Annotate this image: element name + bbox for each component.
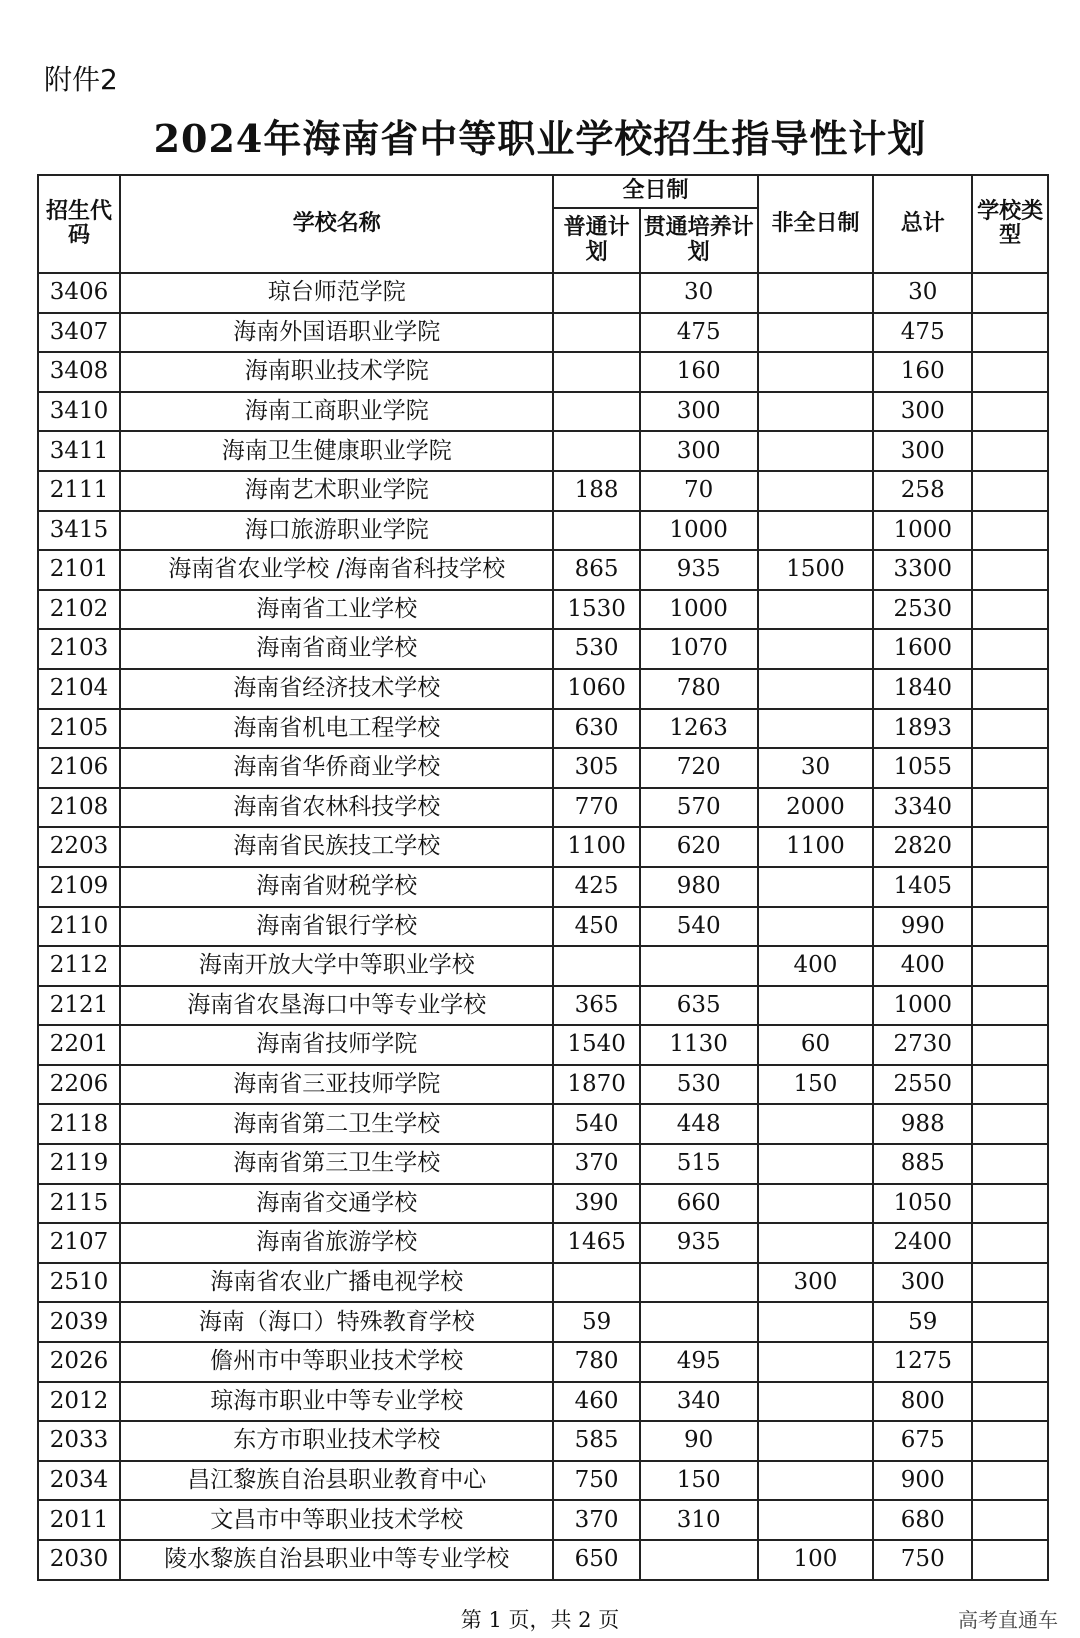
table-row — [38, 1382, 1048, 1422]
cell-school-type — [972, 352, 1048, 392]
cell-through-plan: 1263 — [640, 709, 758, 749]
table-row — [38, 669, 1048, 709]
table-row — [38, 392, 1048, 432]
cell-code: 2105 — [38, 709, 120, 749]
cell-school-name: 海南省经济技术学校 — [120, 669, 553, 709]
cell-through-plan — [640, 946, 758, 986]
cell-school-name: 东方市职业技术学校 — [120, 1421, 553, 1461]
cell-part-time — [758, 313, 874, 353]
cell-regular-plan — [553, 273, 639, 313]
cell-school-name: 海南艺术职业学院 — [120, 471, 553, 511]
cell-school-name: 海南省农垦海口中等专业学校 — [120, 986, 553, 1026]
table-row — [38, 352, 1048, 392]
cell-school-type — [972, 788, 1048, 828]
cell-through-plan: 310 — [640, 1500, 758, 1540]
cell-school-name: 海南省财税学校 — [120, 867, 553, 907]
cell-total: 300 — [873, 431, 972, 471]
table-row — [38, 1342, 1048, 1382]
cell-school-type — [972, 471, 1048, 511]
cell-part-time — [758, 629, 874, 669]
cell-total: 475 — [873, 313, 972, 353]
table-row — [38, 1144, 1048, 1184]
cell-school-name: 海南省农业学校 /海南省科技学校 — [120, 550, 553, 590]
cell-total: 990 — [873, 907, 972, 947]
cell-regular-plan: 450 — [553, 907, 639, 947]
table-row — [38, 946, 1048, 986]
header-through-plan: 贯通培养计划 — [640, 208, 758, 273]
cell-school-name: 海南省机电工程学校 — [120, 709, 553, 749]
cell-code: 2101 — [38, 550, 120, 590]
cell-school-type — [972, 511, 1048, 551]
cell-code: 2201 — [38, 1025, 120, 1065]
cell-code: 2102 — [38, 590, 120, 630]
cell-regular-plan: 780 — [553, 1342, 639, 1382]
cell-through-plan: 540 — [640, 907, 758, 947]
table-row — [38, 1065, 1048, 1105]
cell-through-plan: 1000 — [640, 511, 758, 551]
cell-regular-plan: 530 — [553, 629, 639, 669]
cell-code: 2011 — [38, 1500, 120, 1540]
table-row — [38, 709, 1048, 749]
cell-part-time — [758, 1382, 874, 1422]
header-regular-plan: 普通计划 — [553, 208, 639, 273]
table-row — [38, 550, 1048, 590]
cell-through-plan: 1070 — [640, 629, 758, 669]
cell-school-name: 海南卫生健康职业学院 — [120, 431, 553, 471]
table-row — [38, 1540, 1048, 1580]
cell-total: 750 — [873, 1540, 972, 1580]
cell-school-type — [972, 1144, 1048, 1184]
cell-school-name: 海南省农业广播电视学校 — [120, 1263, 553, 1303]
cell-code: 2030 — [38, 1540, 120, 1580]
cell-part-time — [758, 669, 874, 709]
cell-part-time — [758, 1461, 874, 1501]
cell-school-type — [972, 629, 1048, 669]
cell-school-type — [972, 709, 1048, 749]
table-row — [38, 1263, 1048, 1303]
table-row — [38, 590, 1048, 630]
cell-part-time — [758, 1342, 874, 1382]
cell-through-plan — [640, 1540, 758, 1580]
cell-part-time — [758, 867, 874, 907]
cell-code: 3408 — [38, 352, 120, 392]
cell-regular-plan — [553, 946, 639, 986]
cell-regular-plan — [553, 511, 639, 551]
cell-regular-plan: 750 — [553, 1461, 639, 1501]
cell-school-type — [972, 986, 1048, 1026]
header-total: 总计 — [873, 175, 972, 273]
cell-regular-plan: 630 — [553, 709, 639, 749]
cell-regular-plan: 1870 — [553, 1065, 639, 1105]
cell-school-type — [972, 1382, 1048, 1422]
cell-regular-plan: 1465 — [553, 1223, 639, 1263]
cell-code: 2112 — [38, 946, 120, 986]
cell-school-name: 海南省华侨商业学校 — [120, 748, 553, 788]
cell-total: 1000 — [873, 986, 972, 1026]
cell-school-type — [972, 946, 1048, 986]
cell-through-plan — [640, 1302, 758, 1342]
cell-school-type — [972, 273, 1048, 313]
cell-regular-plan — [553, 313, 639, 353]
cell-regular-plan: 770 — [553, 788, 639, 828]
cell-school-name: 海南省交通学校 — [120, 1184, 553, 1224]
table-row — [38, 431, 1048, 471]
page-title: 2024年海南省中等职业学校招生指导性计划 — [153, 116, 927, 161]
cell-part-time: 60 — [758, 1025, 874, 1065]
table-row — [38, 511, 1048, 551]
cell-through-plan: 620 — [640, 827, 758, 867]
cell-part-time: 1500 — [758, 550, 874, 590]
cell-part-time — [758, 1500, 874, 1540]
cell-total: 30 — [873, 273, 972, 313]
table-row — [38, 313, 1048, 353]
cell-regular-plan: 365 — [553, 986, 639, 1026]
cell-regular-plan — [553, 1263, 639, 1303]
header-code: 招生代码 — [38, 175, 120, 273]
cell-through-plan: 660 — [640, 1184, 758, 1224]
cell-part-time — [758, 907, 874, 947]
cell-total: 2550 — [873, 1065, 972, 1105]
cell-total: 675 — [873, 1421, 972, 1461]
cell-school-type — [972, 1065, 1048, 1105]
cell-school-type — [972, 550, 1048, 590]
cell-code: 2111 — [38, 471, 120, 511]
enrollment-plan-table — [37, 174, 1049, 1581]
cell-part-time — [758, 273, 874, 313]
cell-through-plan: 1000 — [640, 590, 758, 630]
attachment-label: 附件2 — [44, 63, 118, 96]
cell-code: 2118 — [38, 1104, 120, 1144]
header-school-name: 学校名称 — [120, 175, 553, 273]
cell-code: 2109 — [38, 867, 120, 907]
cell-school-name: 琼海市职业中等专业学校 — [120, 1382, 553, 1422]
cell-regular-plan — [553, 352, 639, 392]
cell-total: 2820 — [873, 827, 972, 867]
cell-regular-plan: 460 — [553, 1382, 639, 1422]
cell-total: 3340 — [873, 788, 972, 828]
table-row — [38, 986, 1048, 1026]
cell-school-type — [972, 1500, 1048, 1540]
cell-code: 2203 — [38, 827, 120, 867]
cell-regular-plan: 390 — [553, 1184, 639, 1224]
cell-through-plan: 300 — [640, 431, 758, 471]
cell-school-name: 海南省银行学校 — [120, 907, 553, 947]
cell-school-type — [972, 1342, 1048, 1382]
cell-total: 2730 — [873, 1025, 972, 1065]
cell-part-time: 2000 — [758, 788, 874, 828]
cell-school-type — [972, 1461, 1048, 1501]
cell-total: 258 — [873, 471, 972, 511]
header-part-time: 非全日制 — [758, 175, 874, 273]
table-row — [38, 1025, 1048, 1065]
cell-part-time: 1100 — [758, 827, 874, 867]
cell-regular-plan — [553, 431, 639, 471]
table-row — [38, 748, 1048, 788]
cell-code: 2104 — [38, 669, 120, 709]
cell-code: 3406 — [38, 273, 120, 313]
cell-total: 400 — [873, 946, 972, 986]
cell-regular-plan: 425 — [553, 867, 639, 907]
page-number: 第 1 页，共 2 页 — [460, 1608, 620, 1632]
cell-part-time — [758, 392, 874, 432]
cell-total: 988 — [873, 1104, 972, 1144]
table-row — [38, 1223, 1048, 1263]
cell-part-time — [758, 1223, 874, 1263]
cell-school-type — [972, 669, 1048, 709]
cell-part-time — [758, 471, 874, 511]
cell-part-time: 400 — [758, 946, 874, 986]
cell-school-name: 海南省第三卫生学校 — [120, 1144, 553, 1184]
cell-part-time — [758, 1184, 874, 1224]
cell-through-plan: 70 — [640, 471, 758, 511]
cell-school-type — [972, 313, 1048, 353]
cell-school-name: 昌江黎族自治县职业教育中心 — [120, 1461, 553, 1501]
cell-part-time — [758, 1302, 874, 1342]
cell-regular-plan: 585 — [553, 1421, 639, 1461]
cell-school-type — [972, 1263, 1048, 1303]
table-row — [38, 827, 1048, 867]
cell-code: 2012 — [38, 1382, 120, 1422]
cell-code: 3410 — [38, 392, 120, 432]
cell-part-time — [758, 590, 874, 630]
cell-code: 2103 — [38, 629, 120, 669]
cell-code: 3407 — [38, 313, 120, 353]
table-row — [38, 867, 1048, 907]
cell-total: 1840 — [873, 669, 972, 709]
cell-regular-plan: 540 — [553, 1104, 639, 1144]
cell-part-time — [758, 352, 874, 392]
cell-school-type — [972, 392, 1048, 432]
table-row — [38, 471, 1048, 511]
cell-school-type — [972, 1302, 1048, 1342]
cell-through-plan: 935 — [640, 550, 758, 590]
cell-school-name: 海南（海口）特殊教育学校 — [120, 1302, 553, 1342]
cell-school-type — [972, 748, 1048, 788]
cell-total: 300 — [873, 392, 972, 432]
cell-through-plan: 340 — [640, 1382, 758, 1422]
cell-code: 2510 — [38, 1263, 120, 1303]
cell-through-plan: 90 — [640, 1421, 758, 1461]
cell-total: 800 — [873, 1382, 972, 1422]
cell-regular-plan: 59 — [553, 1302, 639, 1342]
cell-part-time — [758, 1421, 874, 1461]
cell-part-time — [758, 709, 874, 749]
cell-part-time — [758, 1104, 874, 1144]
table-body — [38, 273, 1048, 1580]
cell-total: 885 — [873, 1144, 972, 1184]
cell-code: 2026 — [38, 1342, 120, 1382]
cell-school-name: 海南省第二卫生学校 — [120, 1104, 553, 1144]
cell-through-plan: 448 — [640, 1104, 758, 1144]
cell-part-time: 100 — [758, 1540, 874, 1580]
table-row — [38, 273, 1048, 313]
cell-total: 1050 — [873, 1184, 972, 1224]
table-row — [38, 1500, 1048, 1540]
cell-through-plan: 160 — [640, 352, 758, 392]
cell-through-plan: 475 — [640, 313, 758, 353]
cell-total: 300 — [873, 1263, 972, 1303]
cell-through-plan: 30 — [640, 273, 758, 313]
header-full-time: 全日制 — [553, 175, 757, 208]
cell-regular-plan: 1540 — [553, 1025, 639, 1065]
cell-total: 900 — [873, 1461, 972, 1501]
cell-through-plan: 980 — [640, 867, 758, 907]
cell-total: 160 — [873, 352, 972, 392]
cell-part-time — [758, 1144, 874, 1184]
cell-total: 1600 — [873, 629, 972, 669]
cell-through-plan: 495 — [640, 1342, 758, 1382]
cell-school-type — [972, 1421, 1048, 1461]
cell-school-name: 海南省农林科技学校 — [120, 788, 553, 828]
cell-code: 3415 — [38, 511, 120, 551]
table-row — [38, 788, 1048, 828]
cell-through-plan: 780 — [640, 669, 758, 709]
cell-school-type — [972, 867, 1048, 907]
header-school-type: 学校类型 — [972, 175, 1048, 273]
cell-school-name: 海南开放大学中等职业学校 — [120, 946, 553, 986]
cell-through-plan: 720 — [640, 748, 758, 788]
cell-part-time — [758, 431, 874, 471]
cell-regular-plan: 865 — [553, 550, 639, 590]
cell-through-plan: 300 — [640, 392, 758, 432]
table-row — [38, 629, 1048, 669]
cell-school-name: 海南省工业学校 — [120, 590, 553, 630]
watermark: 高考直通车 — [958, 1608, 1058, 1632]
cell-through-plan: 150 — [640, 1461, 758, 1501]
table-row — [38, 907, 1048, 947]
cell-school-name: 陵水黎族自治县职业中等专业学校 — [120, 1540, 553, 1580]
cell-code: 2121 — [38, 986, 120, 1026]
cell-part-time: 30 — [758, 748, 874, 788]
cell-part-time — [758, 986, 874, 1026]
cell-code: 3411 — [38, 431, 120, 471]
cell-through-plan — [640, 1263, 758, 1303]
table-row — [38, 1461, 1048, 1501]
cell-part-time — [758, 511, 874, 551]
cell-school-name: 海南省商业学校 — [120, 629, 553, 669]
cell-part-time: 300 — [758, 1263, 874, 1303]
cell-school-type — [972, 431, 1048, 471]
cell-school-name: 海南工商职业学院 — [120, 392, 553, 432]
cell-total: 3300 — [873, 550, 972, 590]
cell-part-time: 150 — [758, 1065, 874, 1105]
cell-school-name: 海南省旅游学校 — [120, 1223, 553, 1263]
cell-school-name: 海口旅游职业学院 — [120, 511, 553, 551]
cell-school-type — [972, 1184, 1048, 1224]
cell-school-name: 文昌市中等职业技术学校 — [120, 1500, 553, 1540]
table-row — [38, 1302, 1048, 1342]
cell-total: 680 — [873, 1500, 972, 1540]
cell-through-plan: 935 — [640, 1223, 758, 1263]
cell-code: 2119 — [38, 1144, 120, 1184]
cell-school-name: 海南省民族技工学校 — [120, 827, 553, 867]
cell-through-plan: 635 — [640, 986, 758, 1026]
cell-code: 2206 — [38, 1065, 120, 1105]
table-row — [38, 1184, 1048, 1224]
cell-regular-plan: 370 — [553, 1144, 639, 1184]
cell-regular-plan: 1530 — [553, 590, 639, 630]
cell-regular-plan: 650 — [553, 1540, 639, 1580]
cell-school-name: 海南外国语职业学院 — [120, 313, 553, 353]
cell-regular-plan: 1060 — [553, 669, 639, 709]
cell-code: 2039 — [38, 1302, 120, 1342]
cell-total: 2530 — [873, 590, 972, 630]
cell-school-type — [972, 590, 1048, 630]
cell-school-name: 海南省三亚技师学院 — [120, 1065, 553, 1105]
cell-school-type — [972, 1104, 1048, 1144]
cell-code: 2033 — [38, 1421, 120, 1461]
cell-school-name: 海南职业技术学院 — [120, 352, 553, 392]
cell-school-type — [972, 907, 1048, 947]
cell-through-plan: 1130 — [640, 1025, 758, 1065]
cell-through-plan: 530 — [640, 1065, 758, 1105]
cell-through-plan: 570 — [640, 788, 758, 828]
cell-school-type — [972, 1540, 1048, 1580]
cell-school-type — [972, 1025, 1048, 1065]
cell-code: 2115 — [38, 1184, 120, 1224]
table-row — [38, 1104, 1048, 1144]
cell-school-name: 琼台师范学院 — [120, 273, 553, 313]
cell-total: 1405 — [873, 867, 972, 907]
cell-regular-plan: 188 — [553, 471, 639, 511]
cell-total: 1275 — [873, 1342, 972, 1382]
cell-school-name: 儋州市中等职业技术学校 — [120, 1342, 553, 1382]
cell-total: 1893 — [873, 709, 972, 749]
cell-code: 2106 — [38, 748, 120, 788]
cell-regular-plan: 305 — [553, 748, 639, 788]
cell-regular-plan: 370 — [553, 1500, 639, 1540]
cell-total: 2400 — [873, 1223, 972, 1263]
cell-total: 59 — [873, 1302, 972, 1342]
cell-code: 2034 — [38, 1461, 120, 1501]
cell-regular-plan — [553, 392, 639, 432]
cell-school-type — [972, 827, 1048, 867]
cell-code: 2108 — [38, 788, 120, 828]
cell-through-plan: 515 — [640, 1144, 758, 1184]
cell-total: 1000 — [873, 511, 972, 551]
cell-total: 1055 — [873, 748, 972, 788]
cell-code: 2107 — [38, 1223, 120, 1263]
cell-regular-plan: 1100 — [553, 827, 639, 867]
cell-code: 2110 — [38, 907, 120, 947]
table-row — [38, 1421, 1048, 1461]
cell-school-name: 海南省技师学院 — [120, 1025, 553, 1065]
cell-school-type — [972, 1223, 1048, 1263]
